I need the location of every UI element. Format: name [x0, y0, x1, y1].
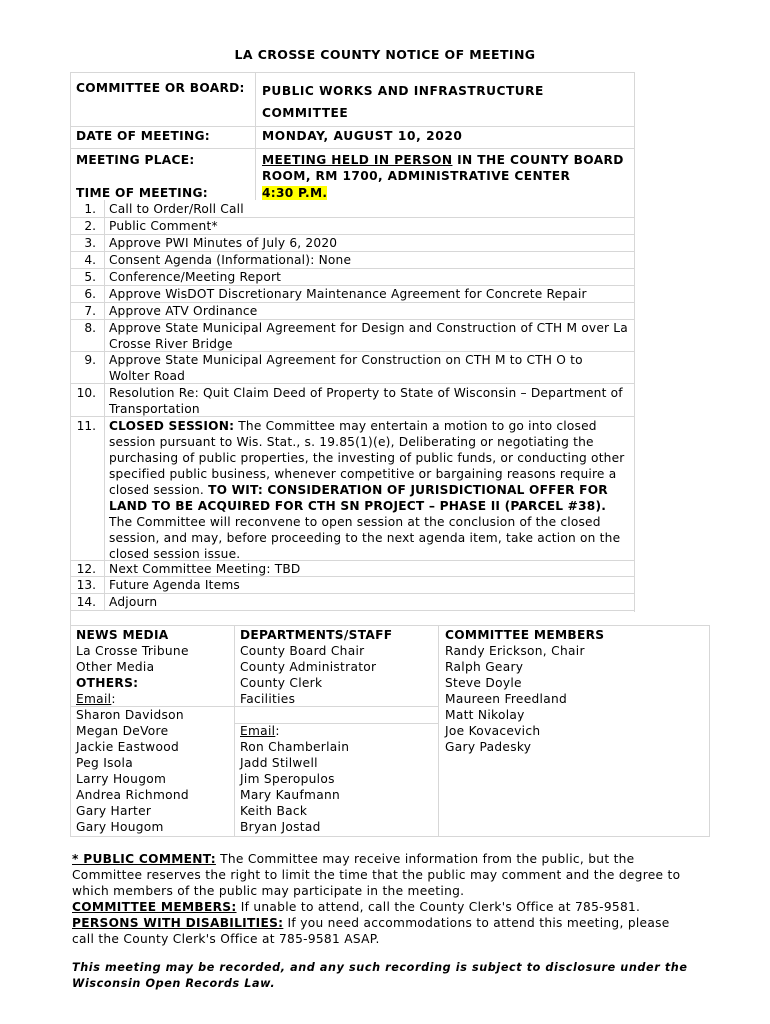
time-label: TIME OF MEETING:: [76, 186, 208, 200]
agenda-number: 7.: [84, 304, 96, 318]
agenda-item: Approve WisDOT Discretionary Maintenance Agreement for Concrete Repair: [109, 287, 587, 301]
list-item: County Clerk: [240, 676, 323, 690]
list-item: Peg Isola: [76, 756, 133, 770]
agenda-number: 10.: [76, 386, 96, 400]
table-border: [70, 610, 71, 836]
email-label: Email: [76, 692, 112, 706]
list-item: La Crosse Tribune: [76, 644, 189, 658]
recording-note: This meeting may be recorded, and any such recording is subject to disclosure under the Wisconsin Open Records Law.: [72, 961, 688, 990]
list-item: Ralph Geary: [445, 660, 524, 674]
date-label: DATE OF MEETING:: [76, 129, 210, 143]
others-heading: OTHERS:: [76, 676, 139, 690]
list-item: Facilities: [240, 692, 296, 706]
departments-heading: DEPARTMENTS/STAFF: [240, 628, 393, 642]
agenda-item: Approve State Municipal Agreement for Construction on CTH M to CTH O to Wolter Road: [109, 353, 583, 383]
agenda-number: 13.: [76, 578, 96, 592]
closed-session-towit: TO WIT: CONSIDERATION OF JURISDICTIONAL OFFER FOR LAND TO BE ACQUIRED FOR CTH SN PROJECT – PHASE II (PARCEL #38).: [109, 483, 608, 513]
committee-members-text: If unable to attend, call the County Clerk's Office at 785-9581.: [236, 900, 641, 914]
agenda-number: 1.: [84, 202, 96, 216]
disabilities-note: [72, 915, 692, 947]
departments-column: [240, 627, 392, 835]
disabilities-text: If you need accommodations to attend this meeting, please call the County Clerk's Office at 785-9581 ASAP.: [72, 916, 670, 946]
table-border: [70, 72, 635, 73]
table-border: [255, 72, 256, 200]
list-item: Joe Kovacevich: [445, 724, 541, 738]
list-item: Gary Padesky: [445, 740, 532, 754]
disabilities-label: PERSONS WITH DISABILITIES:: [72, 916, 284, 930]
public-comment-label: * PUBLIC COMMENT:: [72, 852, 216, 866]
list-item: Gary Harter: [76, 804, 152, 818]
agenda-item: Resolution Re: Quit Claim Deed of Property to State of Wisconsin – Department of Transportation: [109, 386, 623, 416]
list-item: County Administrator: [240, 660, 377, 674]
others-email-label: Email:: [76, 692, 116, 706]
column-line: [438, 625, 439, 836]
table-border: [70, 126, 635, 127]
closed-session-label: CLOSED SESSION:: [109, 419, 235, 433]
public-comment-note: [72, 851, 692, 899]
list-item: Sharon Davidson: [76, 708, 184, 722]
agenda-number: 4.: [84, 253, 96, 267]
agenda-number: 8.: [84, 321, 96, 335]
public-comment-text: The Committee may receive information from the public, but the Committee reserves the right to limit the time that the public may comment and the degree to which members of the public may participate in the meeting.: [72, 852, 681, 898]
list-item: Other Media: [76, 660, 155, 674]
list-item: Maureen Freedland: [445, 692, 568, 706]
agenda-number: 5.: [84, 270, 96, 284]
agenda-number: 12.: [76, 562, 96, 576]
place-rest: IN THE COUNTY BOARD ROOM, RM 1700, ADMINISTRATIVE CENTER: [262, 153, 624, 183]
table-border: [70, 836, 710, 837]
agenda-item: Call to Order/Roll Call: [109, 202, 244, 216]
agenda-number: 11.: [76, 419, 96, 433]
agenda-item: Conference/Meeting Report: [109, 270, 282, 284]
list-item: Andrea Richmond: [76, 788, 189, 802]
agenda-number: 14.: [76, 595, 96, 609]
agenda-number: 2.: [84, 219, 96, 233]
list-item: County Board Chair: [240, 644, 365, 658]
agenda-number: 9.: [84, 353, 96, 367]
place-underlined: MEETING HELD IN PERSON: [262, 153, 453, 167]
closed-session-after: The Committee will reconvene to open session at the conclusion of the closed session, and may, before proceeding to the next agenda item, take action on the closed session issue.: [109, 515, 621, 561]
column-line: [234, 625, 235, 836]
agenda-item: Adjourn: [109, 595, 158, 609]
committee-label: COMMITTEE OR BOARD:: [76, 81, 245, 95]
agenda-number: 3.: [84, 236, 96, 250]
agenda-item: Approve State Municipal Agreement for Design and Construction of CTH M over La Crosse River Bridge: [109, 321, 628, 351]
table-border: [70, 72, 71, 612]
list-item: Bryan Jostad: [240, 820, 321, 834]
agenda-item: Future Agenda Items: [109, 578, 240, 592]
list-item: Gary Hougom: [76, 820, 164, 834]
agenda-item: Consent Agenda (Informational): None: [109, 253, 352, 267]
list-item: Steve Doyle: [445, 676, 522, 690]
page-title: LA CROSSE COUNTY NOTICE OF MEETING: [234, 47, 536, 62]
committee-members-note: [72, 899, 692, 915]
committee-members-label: COMMITTEE MEMBERS:: [72, 900, 237, 914]
news-media-column: [76, 627, 189, 835]
table-border: [634, 72, 635, 612]
agenda-item: Approve PWI Minutes of July 6, 2020: [109, 236, 338, 250]
place-value: [262, 152, 634, 184]
time-highlight: 4:30 P.M.: [262, 186, 328, 200]
list-item: Jackie Eastwood: [76, 740, 179, 754]
list-item: Randy Erickson, Chair: [445, 644, 585, 658]
news-media-heading: NEWS MEDIA: [76, 628, 169, 642]
list-item: Ron Chamberlain: [240, 740, 350, 754]
time-value: [262, 185, 327, 201]
members-column: [445, 627, 604, 755]
spacer: [240, 707, 392, 723]
place-label: MEETING PLACE:: [76, 153, 195, 167]
agenda-item: Public Comment*: [109, 219, 218, 233]
list-item: Matt Nikolay: [445, 708, 525, 722]
table-border: [709, 625, 710, 836]
departments-email-label: Email:: [240, 724, 280, 738]
agenda-number: 6.: [84, 287, 96, 301]
committee-value: PUBLIC WORKS AND INFRASTRUCTURE COMMITTEE: [262, 84, 544, 120]
members-heading: COMMITTEE MEMBERS: [445, 628, 605, 642]
list-item: Jadd Stilwell: [240, 756, 318, 770]
email-label: Email: [240, 724, 276, 738]
table-border: [70, 625, 710, 626]
closed-session-item: [109, 418, 629, 562]
list-item: Larry Hougom: [76, 772, 167, 786]
agenda-item: Next Committee Meeting: TBD: [109, 562, 301, 576]
row-line: [70, 610, 635, 611]
list-item: Megan DeVore: [76, 724, 169, 738]
list-item: Mary Kaufmann: [240, 788, 341, 802]
closed-session-text: The Committee may entertain a motion to go into closed session pursuant to Wis. Stat., s. 19.85(1)(e), Deliberating or negotiating the purchasing of public properties, the investing of public funds, or conducting other specified public business, whenever competitive or bargaining reasons require a closed session.: [109, 419, 625, 497]
list-item: Jim Speropulos: [240, 772, 335, 786]
list-item: Keith Back: [240, 804, 308, 818]
table-border: [70, 148, 635, 149]
agenda-item: Approve ATV Ordinance: [109, 304, 258, 318]
column-line: [104, 200, 105, 610]
date-value: MONDAY, AUGUST 10, 2020: [262, 129, 463, 143]
